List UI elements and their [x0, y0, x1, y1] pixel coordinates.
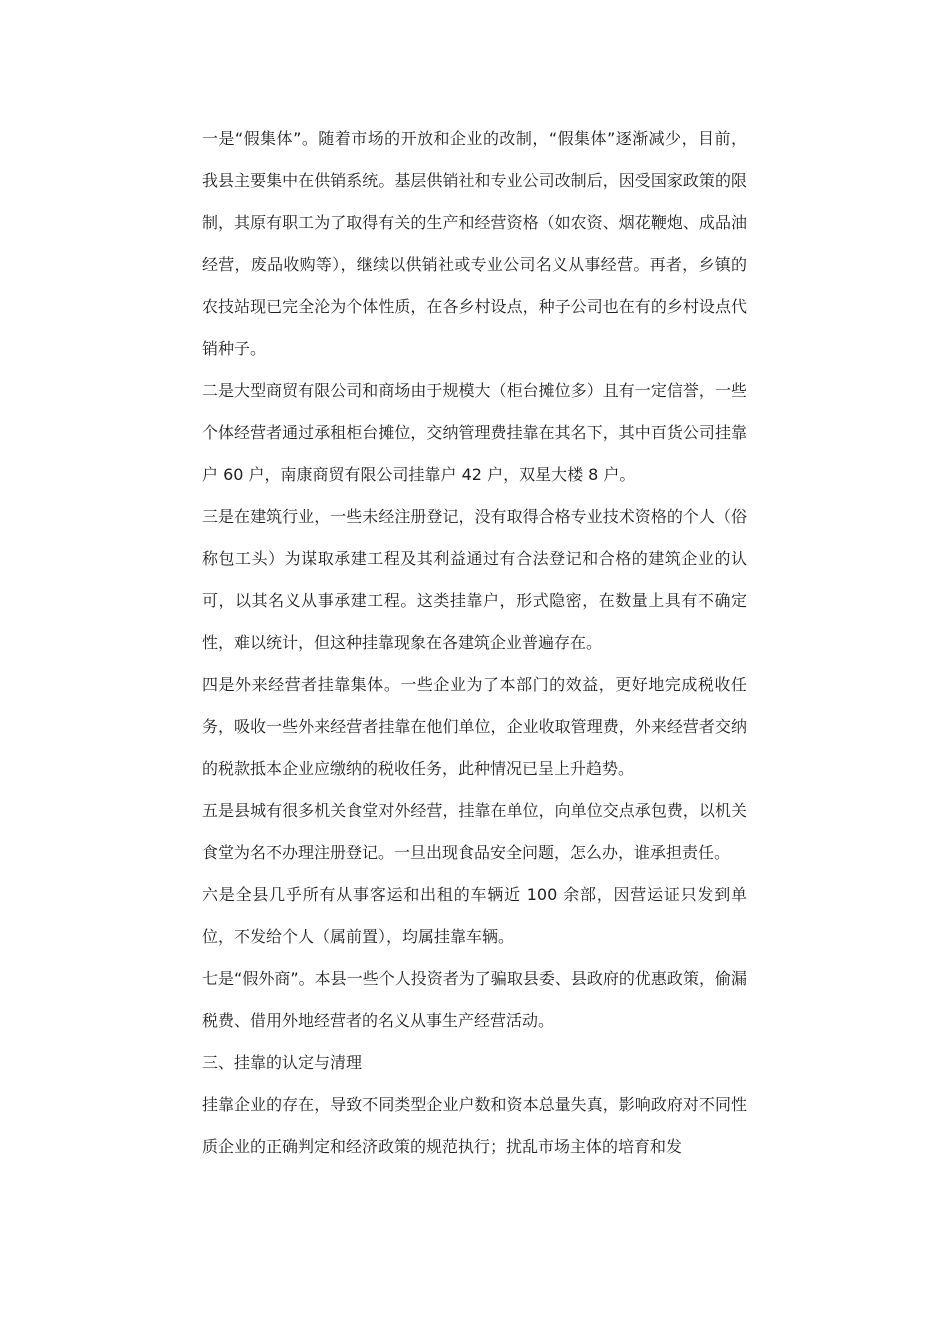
paragraph-fake-collective: 一是“假集体”。随着市场的开放和企业的改制，“假集体”逐渐减少，目前，我县主要集中在供销系统。基层供销社和专业公司改制后，因受国家政策的限制，其原有职工为了取得有关的生产和经营资格（如农资、烟花鞭炮、成品油经营，废品收购等），继续以供销社或专业公司名义从事经营。再者，乡镇的农技站现已完全沦为个体性质，在各乡村设点，种子公司也在有的乡村设点代销种子。 — [202, 129, 747, 358]
paragraph-canteens: 五是县城有很多机关食堂对外经营，挂靠在单位，向单位交点承包费，以机关食堂为名不办理注册登记。一旦出现食品安全问题，怎么办，谁承担责任。 — [202, 801, 747, 862]
paragraph-vehicles: 六是全县几乎所有从事客运和出租的车辆近 100 余部，因营运证只发到单位，不发给个人（属前置），均属挂靠车辆。 — [202, 885, 747, 946]
section-heading: 三、挂靠的认定与清理 — [202, 1053, 363, 1072]
paragraph-consequences: 挂靠企业的存在，导致不同类型企业户数和资本总量失真，影响政府对不同性质企业的正确判定和经济政策的规范执行；扰乱市场主体的培育和发 — [202, 1095, 747, 1156]
document-body — [202, 118, 747, 1168]
paragraph-fake-foreign-investor: 七是“假外商”。本县一些个人投资者为了骗取县委、县政府的优惠政策，偷漏税费、借用外地经营者的名义从事生产经营活动。 — [202, 969, 747, 1030]
paragraph-trade-company-affiliation: 二是大型商贸有限公司和商场由于规模大（柜台摊位多）且有一定信誉，一些个体经营者通过承租柜台摊位，交纳管理费挂靠在其名下，其中百货公司挂靠户 60 户，南康商贸有限公司挂靠户 42 户，双星大楼 8 户。 — [202, 381, 747, 484]
paragraph-outside-operators: 四是外来经营者挂靠集体。一些企业为了本部门的效益，更好地完成税收任务，吸收一些外来经营者挂靠在他们单位，企业收取管理费，外来经营者交纳的税款抵本企业应缴纳的税收任务，此种情况已呈上升趋势。 — [202, 675, 747, 778]
paragraph-construction-affiliation: 三是在建筑行业，一些未经注册登记，没有取得合格专业技术资格的个人（俗称包工头）为谋取承建工程及其利益通过有合法登记和合格的建筑企业的认可，以其名义从事承建工程。这类挂靠户，形式隐密，在数量上具有不确定性，难以统计，但这种挂靠现象在各建筑企业普遍存在。 — [202, 507, 747, 652]
